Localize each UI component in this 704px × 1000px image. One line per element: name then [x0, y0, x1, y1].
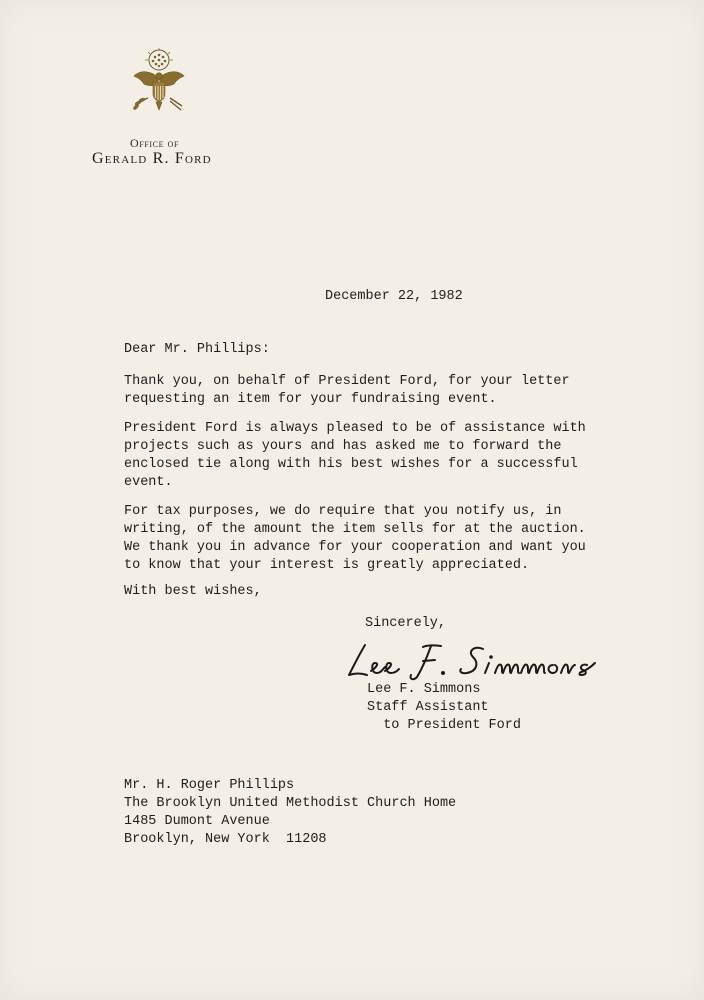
paragraph-3: For tax purposes, we do require that you notify us, in writing, of the amount the item sells for at the auction. We thank you in advance for your cooperation and want you to know that your interest is greatly appreciated. [124, 504, 586, 573]
address-line-1: Mr. H. Roger Phillips [124, 778, 295, 793]
letterhead-office-of: Office of [130, 136, 180, 150]
letterhead-name: Gerald R. Ford [92, 150, 212, 167]
handwritten-signature-icon [343, 637, 603, 683]
presidential-seal-icon [128, 48, 190, 118]
salutation: Dear Mr. Phillips: [124, 342, 270, 357]
address-line-3: 1485 Dumont Avenue [124, 814, 270, 829]
signer-title-line-1: Staff Assistant [367, 700, 489, 715]
paragraph-2: President Ford is always pleased to be of assistance with projects such as yours and has asked me to forward the enclosed tie along with his best wishes for a successful event. [124, 421, 586, 490]
signer-title-line-2: to President Ford [367, 718, 521, 733]
signer-name: Lee F. Simmons [367, 682, 481, 697]
sign-off: Sincerely, [365, 616, 447, 631]
paragraph-1: Thank you, on behalf of President Ford, for your letter requesting an item for your fundraising event. [124, 374, 570, 407]
address-line-4: Brooklyn, New York 11208 [124, 832, 327, 847]
letter-date: December 22, 1982 [325, 289, 463, 304]
closing-line: With best wishes, [124, 584, 262, 599]
address-line-2: The Brooklyn United Methodist Church Home [124, 796, 457, 811]
signer-block [367, 681, 521, 735]
recipient-address [124, 777, 456, 849]
